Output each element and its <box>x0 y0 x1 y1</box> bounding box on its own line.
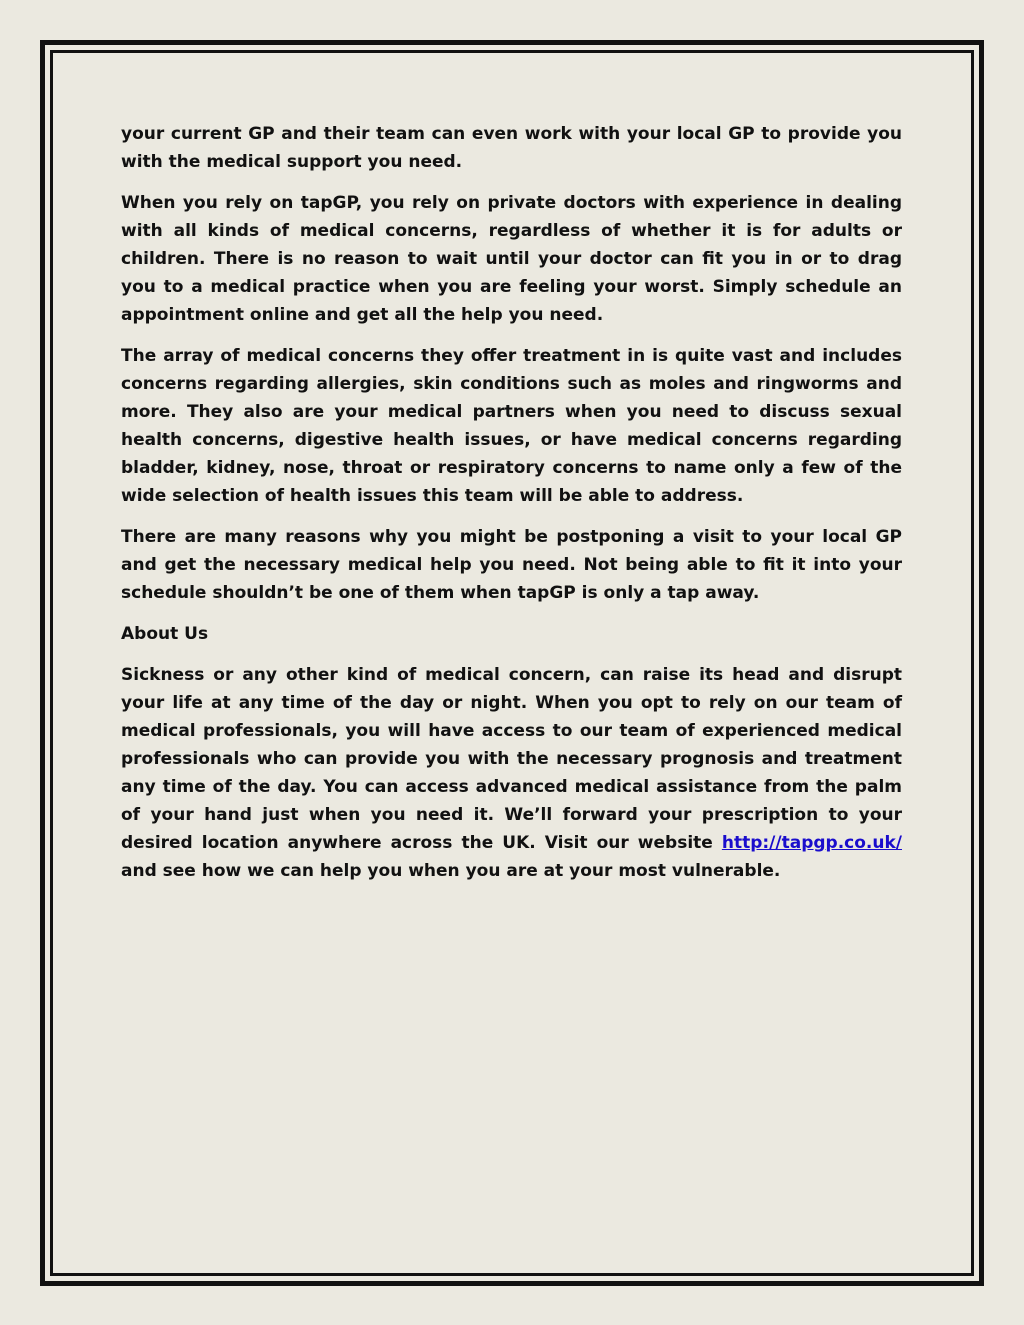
paragraph-gp-support: your current GP and their team can even work with your local GP to provide you with the medical support you need. <box>121 124 902 172</box>
paragraph-postponing-visit: There are many reasons why you might be postponing a visit to your local GP and get the necessary medical help you need. Not being able to fit it into your schedule shouldn’t be one of them when tapGP is only a tap away. <box>121 527 902 603</box>
document-body <box>121 120 902 898</box>
about-us-heading: About Us <box>121 624 209 644</box>
paragraph-private-doctors: When you rely on tapGP, you rely on private doctors with experience in dealing with all kinds of medical concerns, regardless of whether it is for adults or children. There is no reason to wait until your doctor can fit you in or to drag you to a medical practice when you are feeling your worst. Simply schedule an appointment online and get all the help you need. <box>121 193 902 325</box>
about-text-before-link: Sickness or any other kind of medical concern, can raise its head and disrupt your life at any time of the day or night. When you opt to rely on our team of medical professionals, you will have access to our team of experienced medical professionals who can provide you with the necessary prognosis and treatment any time of the day. You can access advanced medical assistance from the palm of your hand just when you need it. We’ll forward your prescription to your desired location anywhere across the UK. Visit our website <box>121 665 902 853</box>
website-link[interactable]: http://tapgp.co.uk/ <box>721 833 902 853</box>
paragraph-medical-concerns: The array of medical concerns they offer treatment in is quite vast and includes concerns regarding allergies, skin conditions such as moles and ringworms and more. They also are your medical partners when you need to discuss sexual health concerns, digestive health issues, or have medical concerns regarding bladder, kidney, nose, throat or respiratory concerns to name only a few of the wide selection of health issues this team will be able to address. <box>121 346 902 506</box>
about-text-after-link: and see how we can help you when you are at your most vulnerable. <box>121 861 781 881</box>
paragraph-about-us <box>121 661 902 885</box>
